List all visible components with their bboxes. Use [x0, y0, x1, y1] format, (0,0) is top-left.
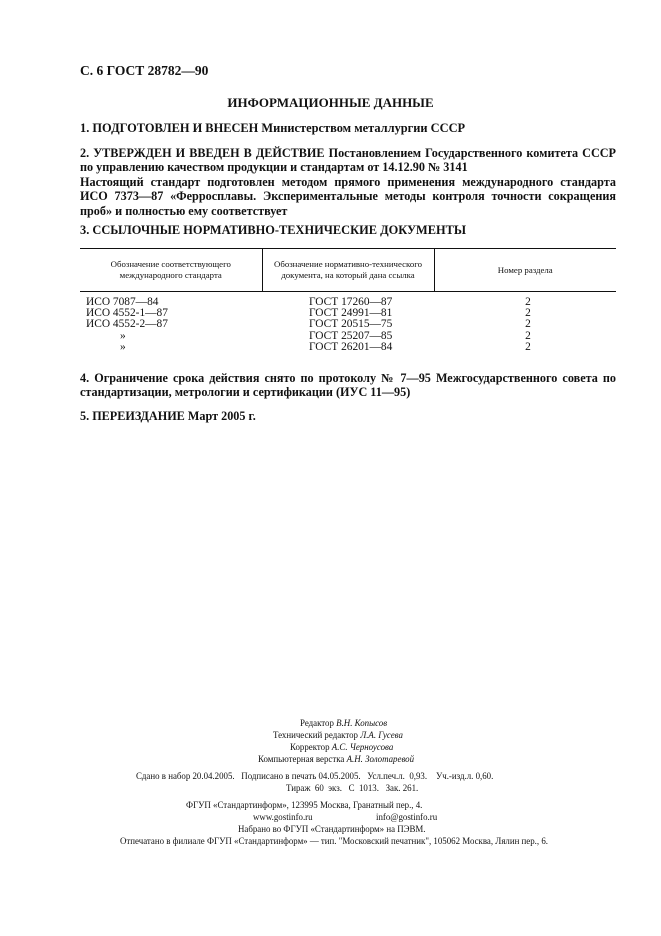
section-4: [80, 371, 616, 400]
section-2-text: УТВЕРЖДЕН И ВВЕДЕН В ДЕЙСТВИЕ Постановлением Государственного комитета СССР по управлению качеством продукции и стандартам от 14.12.90 № 3141: [80, 146, 617, 175]
table-row: [80, 319, 616, 330]
section-5-text: ПЕРЕИЗДАНИЕ Март 2005 г.: [92, 409, 256, 423]
proofreader-label: Корректор: [290, 742, 330, 752]
table-cell-section: 2: [525, 329, 531, 342]
table-header-document: Обозначение нормативно-технического документа, на который дана ссылка: [262, 249, 434, 292]
editor-label: Редактор: [300, 718, 334, 728]
layout-name: А.Н. Золотаревой: [346, 754, 415, 764]
table-cell-iso: ИСО 7087—84: [86, 296, 159, 308]
table-cell-gost: ГОСТ 24991—81: [309, 307, 393, 320]
editor-name: В.Н. Копысов: [336, 718, 388, 728]
table-cell-section: 2: [525, 296, 531, 308]
imprint-printing-line-1: Сдано в набор 20.04.2005. Подписано в печать 04.05.2005. Усл.печ.л. 0,93. Уч.-изд.л. 0,60.: [136, 771, 494, 781]
imprint-proofreader: [290, 742, 393, 754]
imprint-tech-editor: [273, 730, 403, 742]
references-table: [80, 248, 616, 353]
page-header: С. 6 ГОСТ 28782—90: [80, 63, 209, 78]
section-1-number: 1.: [80, 121, 90, 135]
section-3: [80, 223, 616, 237]
section-2-note: Настоящий стандарт подготовлен методом прямого применения международного стандарта ИСО 7373—87 «Ферросплавы. Экспериментальные методы контроля точности сокращения проб» и полностью ему соответствует: [80, 174, 616, 218]
tech-editor-label: Технический редактор: [273, 730, 358, 740]
imprint-layout: [258, 754, 414, 766]
table-header-iso: Обозначение соответствующего международного стандарта: [80, 249, 262, 292]
imprint-typeset: Набрано во ФГУП «Стандартинформ» на ПЭВМ.: [238, 824, 426, 834]
layout-label: Компьютерная верстка: [258, 754, 345, 764]
table-cell-iso: ИСО 4552-2—87: [86, 318, 168, 331]
imprint-editor: [300, 718, 387, 730]
imprint-printing-line-2: Тираж 60 экз. С 1013. Зак. 261.: [286, 783, 419, 793]
section-4-text: Ограничение срока действия снято по протоколу № 7—95 Межгосударственного совета по стандартизации, метрологии и сертификации (ИУС 11—95): [80, 371, 617, 400]
table-cell-section: 2: [525, 307, 531, 320]
section-3-number: 3.: [80, 223, 90, 237]
imprint-printed: Отпечатано в филиале ФГУП «Стандартинформ» — тип. "Московский печатник", 105062 Москва, Лялин пер., 6.: [120, 836, 548, 846]
table-cell-gost: ГОСТ 26201—84: [309, 340, 393, 353]
table-cell-gost: ГОСТ 17260—87: [309, 296, 393, 308]
section-4-number: 4.: [80, 371, 90, 385]
table-row: [80, 342, 616, 353]
section-5: [80, 409, 616, 423]
imprint-web: www.gostinfo.ru: [253, 812, 313, 822]
tech-editor-name: Л.А. Гусева: [360, 730, 403, 740]
imprint-publisher: ФГУП «Стандартинформ», 123995 Москва, Гранатный пер., 4.: [186, 800, 423, 810]
proofreader-name: А.С. Черноусова: [331, 742, 394, 752]
table-cell-gost: ГОСТ 20515—75: [309, 318, 393, 331]
table-cell-iso: »: [120, 340, 126, 353]
table-cell-section: 2: [525, 340, 531, 353]
imprint-email: info@gostinfo.ru: [376, 812, 438, 822]
table-cell-iso: »: [120, 329, 126, 342]
section-1-text: ПОДГОТОВЛЕН И ВНЕСЕН Министерством металлургии СССР: [92, 121, 466, 135]
section-5-number: 5.: [80, 409, 90, 423]
table-cell-section: 2: [525, 318, 531, 331]
table-header-row: [80, 249, 616, 292]
section-2: [80, 146, 616, 218]
section-1: [80, 121, 616, 135]
table-cell-gost: ГОСТ 25207—85: [309, 329, 393, 342]
table-cell-iso: ИСО 4552-1—87: [86, 307, 168, 320]
section-2-number: 2.: [80, 146, 90, 160]
table-header-section: Номер раздела: [434, 249, 616, 292]
document-title: ИНФОРМАЦИОННЫЕ ДАННЫЕ: [227, 95, 434, 110]
section-3-text: ССЫЛОЧНЫЕ НОРМАТИВНО-ТЕХНИЧЕСКИЕ ДОКУМЕНТЫ: [92, 223, 467, 237]
table-row: [80, 292, 616, 309]
